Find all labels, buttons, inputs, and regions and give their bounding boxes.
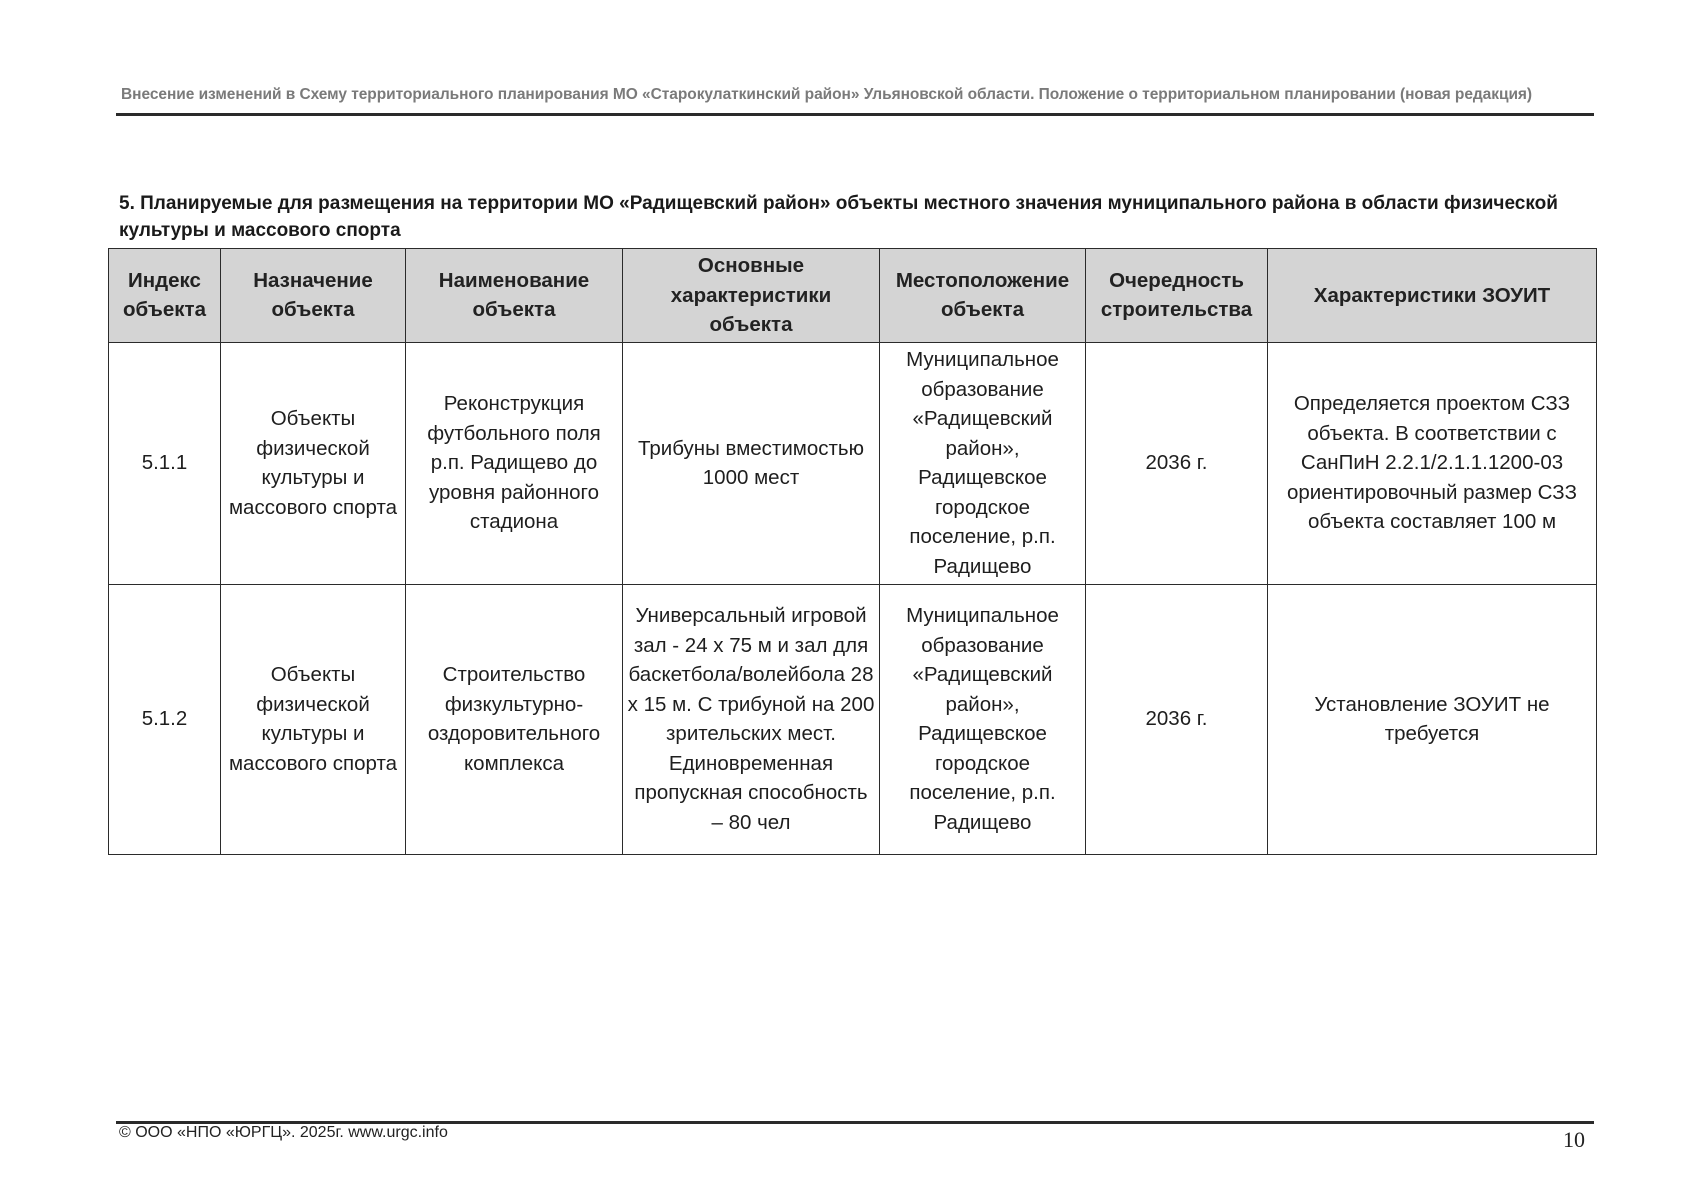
table-row <box>109 342 1597 584</box>
cell-zouit: Установление ЗОУИТ не требуется <box>1268 584 1597 854</box>
column-header-name: Наименование объекта <box>406 249 623 343</box>
cell-purpose: Объекты физической культуры и массового спорта <box>221 342 406 584</box>
cell-characteristics: Универсальный игровой зал - 24 х 75 м и зал для баскетбола/волейбола 28 х 15 м. С трибуной на 200 зрительских мест. Единовременная пропускная способность – 80 чел <box>623 584 880 854</box>
cell-name: Строительство физкультурно-оздоровительного комплекса <box>406 584 623 854</box>
cell-index: 5.1.1 <box>109 342 221 584</box>
cell-name: Реконструкция футбольного поля р.п. Радищево до уровня районного стадиона <box>406 342 623 584</box>
table-row <box>109 584 1597 854</box>
cell-location: Муниципальное образование «Радищевский район», Радищевское городское поселение, р.п. Радищево <box>880 584 1086 854</box>
cell-schedule: 2036 г. <box>1086 584 1268 854</box>
page-number: 10 <box>1563 1127 1585 1152</box>
cell-purpose: Объекты физической культуры и массового спорта <box>221 584 406 854</box>
footer-copyright: © ООО «НПО «ЮРГЦ». 2025г. www.urgc.info <box>119 1124 448 1141</box>
cell-location: Муниципальное образование «Радищевский район», Радищевское городское поселение, р.п. Радищево <box>880 342 1086 584</box>
column-header-purpose: Назначение объекта <box>221 249 406 343</box>
section-title: 5. Планируемые для размещения на территории МО «Радищевский район» объекты местного значения муниципального района в области физической культуры и массового спорта <box>119 193 1558 241</box>
objects-table <box>108 248 1597 855</box>
cell-characteristics: Трибуны вместимостью 1000 мест <box>623 342 880 584</box>
column-header-characteristics: Основные характеристики объекта <box>623 249 880 343</box>
running-header: Внесение изменений в Схему территориального планирования МО «Старокулаткинский район» Ульяновской области. Положение о территориальном планировании (новая редакция) <box>121 86 1533 103</box>
cell-schedule: 2036 г. <box>1086 342 1268 584</box>
table-header-row <box>109 249 1597 343</box>
column-header-zouit: Характеристики ЗОУИТ <box>1268 249 1597 343</box>
cell-index: 5.1.2 <box>109 584 221 854</box>
column-header-index: Индекс объекта <box>109 249 221 343</box>
column-header-schedule: Очередность строительства <box>1086 249 1268 343</box>
column-header-location: Местоположение объекта <box>880 249 1086 343</box>
header-divider <box>116 113 1594 116</box>
cell-zouit: Определяется проектом СЗЗ объекта. В соответствии с СанПиН 2.2.1/2.1.1.1200-03 ориентировочный размер СЗЗ объекта составляет 100 м <box>1268 342 1597 584</box>
